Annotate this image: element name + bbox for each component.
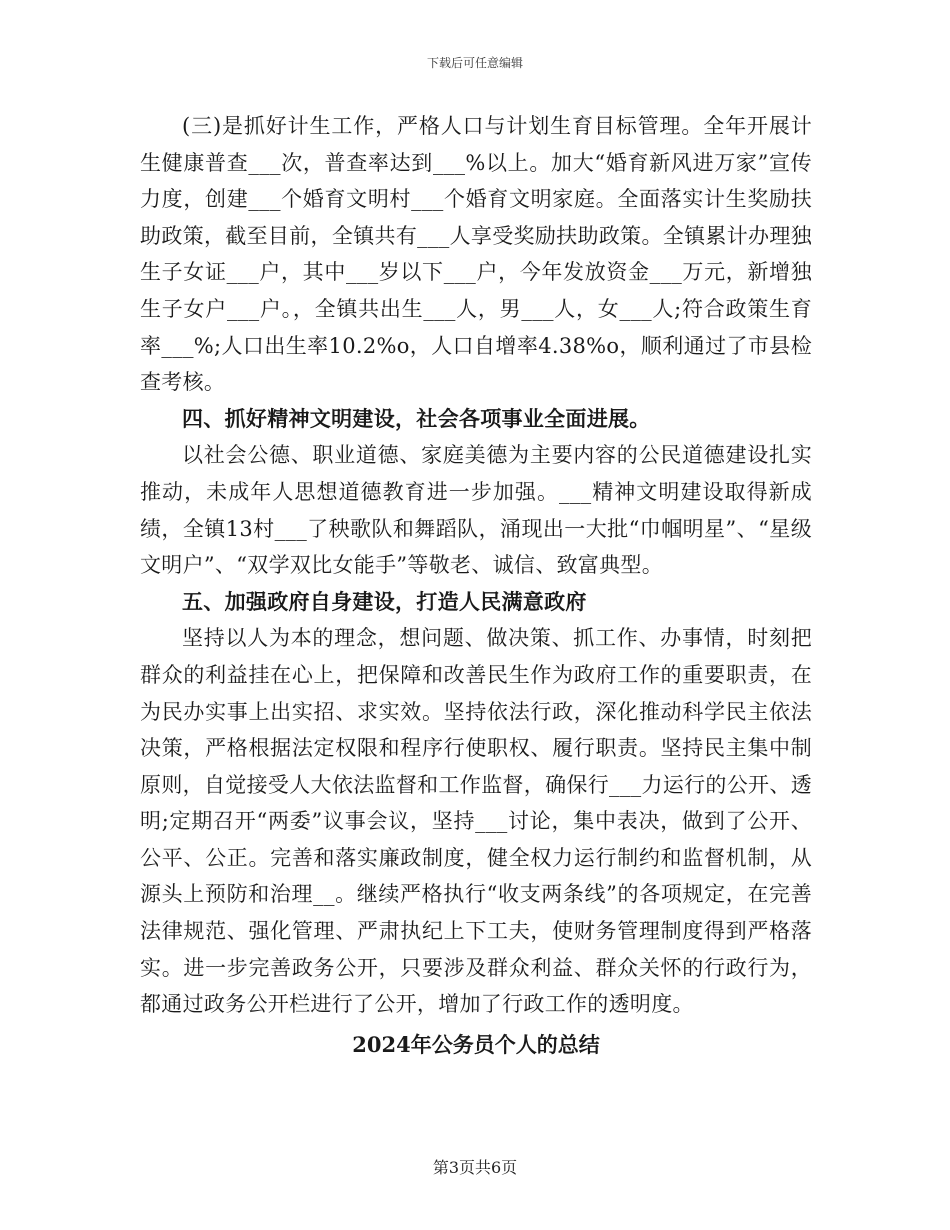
document-title: 2024年公务员个人的总结 [352,1031,600,1057]
paragraph-spiritual-civilization: 以社会公德、职业道德、家庭美德为主要内容的公民道德建设扎实推动，未成年人思想道德教育进一步加强。___精神文明建设取得新成绩，全镇13村___了秧歌队和舞蹈队，涌现出一大批“巾帼明星”、“星级文明户”、“双学双比女能手”等敬老、诚信、致富典型。 [140,443,812,578]
section-heading-4: 四、抓好精神文明建设，社会各项事业全面进展。 [182,405,651,431]
page-number: 第3页共6页 [432,1158,518,1177]
header-note: 下载后可任意编辑 [426,56,523,70]
section-heading-5: 五、加强政府自身建设，打造人民满意政府 [182,588,587,614]
paragraph-government-building: 坚持以人为本的理念，想问题、做决策、抓工作、办事情，时刻把群众的利益挂在心上，把保障和改善民生作为政府工作的重要职责，在为民办实事上出实招、求实效。坚持依法行政，深化推动科学民主依法决策，严格根据法定权限和程序行使职权、履行职责。坚持民主集中制原则，自觉接受人大依法监督和工作监督，确保行___力运行的公开、透明;定期召开“两委”议事会议，坚持___讨论，集中表决，做到了公开、公平、公正。完善和落实廉政制度，健全权力运行制约和监督机制，从源头上预防和治理__。继续严格执行“收支两条线”的各项规定，在完善法律规范、强化管理、严肃执纪上下工夫，使财务管理制度得到严格落实。进一步完善政务公开，只要涉及群众利益、群众关怀的行政行为，都通过政务公开栏进行了公开，增加了行政工作的透明度。 [140,626,812,1017]
paragraph-family-planning: (三)是抓好计生工作，严格人口与计划生育目标管理。全年开展计生健康普查___次，普查率达到___%以上。加大“婚育新风进万家”宣传力度，创建___个婚育文明村___个婚育文明家庭。全面落实计生奖励扶助政策，截至目前，全镇共有___人享受奖励扶助政策。全镇累计办理独生子女证___户，其中___岁以下___户，今年发放资金___万元，新增独生子女户___户。，全镇共出生___人，男___人，女___人;符合政策生育率___%;人口出生率10.2%o，人口自增率4.38%o，顺利通过了市县检查考核。 [140,114,812,395]
document-body [140,108,812,1063]
